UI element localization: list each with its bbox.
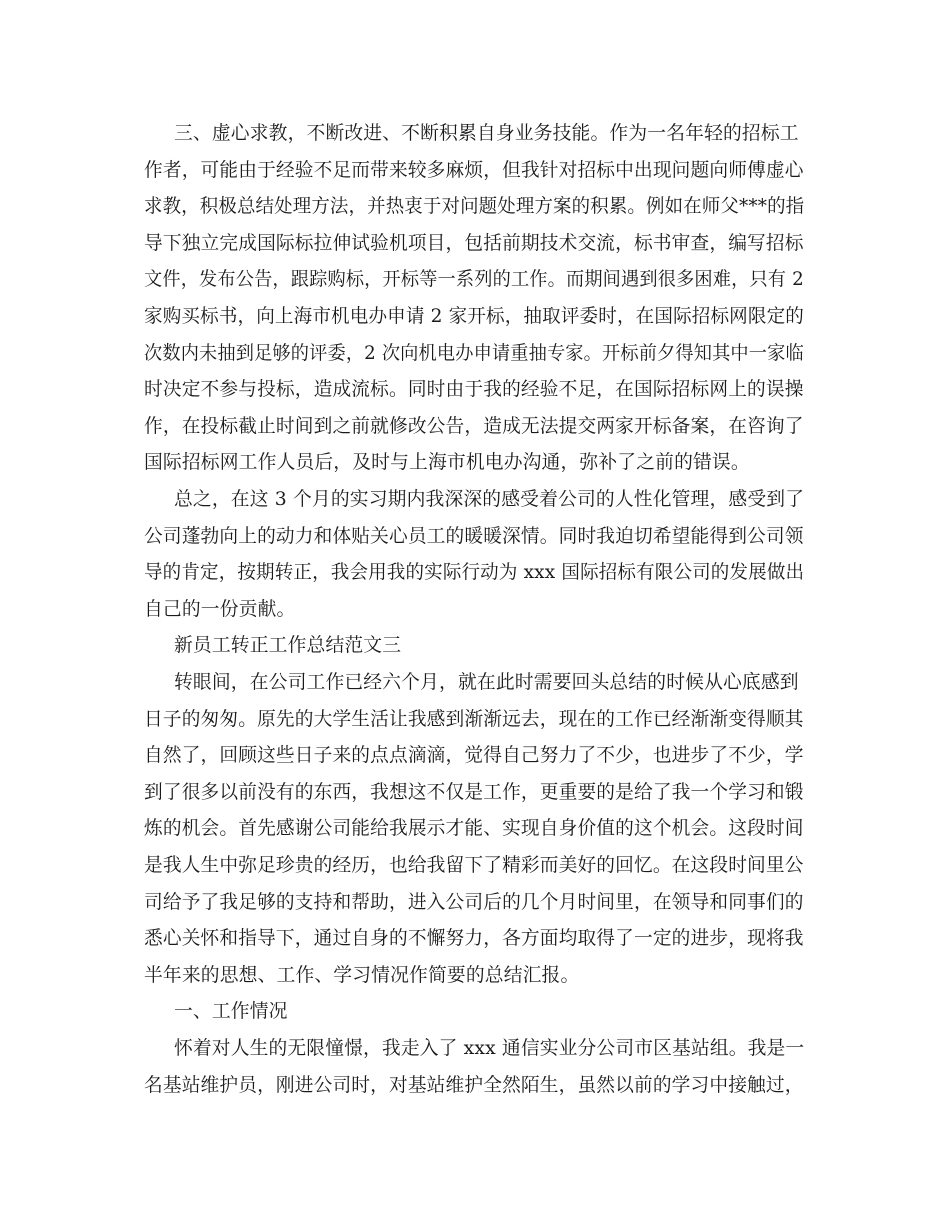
text-line: 公司蓬勃向上的动力和体贴关心员工的暖暖深情。同时我迫切希望能得到公司领 <box>144 525 804 547</box>
text-line: 名基站维护员，刚进公司时，对基站维护全然陌生，虽然以前的学习中接触过， <box>144 1074 804 1096</box>
text-line: 到了很多以前没有的东西，我想这不仅是工作，更重要的是给了我一个学习和锻 <box>144 781 804 803</box>
paragraph-first-line: 三、虚心求教，不断改进、不断积累自身业务技能。作为一名年轻的招标工 <box>174 123 799 144</box>
paragraph-first-line: 新员工转正工作总结范文三 <box>174 635 402 657</box>
text-line: 自然了，回顾这些日子来的点点滴滴，觉得自己努力了不少，也进步了不少，学 <box>144 745 804 767</box>
text-line: 司给予了我足够的支持和帮助，进入公司后的几个月时间里，在领导和同事们的 <box>144 891 804 913</box>
text-line: 次数内未抽到足够的评委，2 次向机电办申请重抽专家。开标前夕得知其中一家临 <box>144 342 804 364</box>
text-line: 是我人生中弥足珍贵的经历，也给我留下了精彩而美好的回忆。在这段时间里公 <box>144 855 804 876</box>
text-line: 日子的匆匆。原先的大学生活让我感到渐渐远去，现在的工作已经渐渐变得顺其 <box>144 708 804 730</box>
text-line: 自己的一份贡献。 <box>144 598 296 620</box>
text-line: 文件，发布公告，跟踪购标，开标等一系列的工作。而期间遇到很多困难，只有 2 <box>144 269 804 291</box>
text-line: 半年来的思想、工作、学习情况作简要的总结汇报。 <box>144 964 580 986</box>
paragraph-first-line: 转眼间，在公司工作已经六个月，就在此时需要回头总结的时候从心底感到 <box>174 672 799 693</box>
text-line: 国际招标网工作人员后，及时与上海市机电办沟通，弥补了之前的错误。 <box>144 452 750 474</box>
text-line: 求教，积极总结处理方法，并热衷于对问题处理方案的积累。例如在师父***的指 <box>144 196 805 218</box>
text-line: 时决定不参与投标，造成流标。同时由于我的经验不足，在国际招标网上的误操 <box>144 379 804 401</box>
paragraph-first-line: 怀着对人生的无限憧憬，我走入了 xxx 通信实业分公司市区基站组。我是一 <box>174 1038 805 1059</box>
text-line: 导下独立完成国际标拉伸试验机项目，包括前期技术交流，标书审查，编写招标 <box>144 232 804 254</box>
text-line: 悉心关怀和指导下，通过自身的不懈努力，各方面均取得了一定的进步，现将我 <box>144 928 804 950</box>
text-line: 炼的机会。首先感谢公司能给我展示才能、实现自身价值的这个机会。这段时间 <box>144 818 804 840</box>
paragraph-first-line: 一、工作情况 <box>174 1001 288 1023</box>
text-line: 作，在投标截止时间到之前就修改公告，造成无法提交两家开标备案，在咨询了 <box>144 415 804 437</box>
text-line: 导的肯定，按期转正，我会用我的实际行动为 xxx 国际招标有限公司的发展做出 <box>144 562 805 584</box>
text-line: 家购买标书，向上海市机电办申请 2 家开标，抽取评委时，在国际招标网限定的 <box>144 306 804 327</box>
paragraph-first-line: 总之，在这 3 个月的实习期内我深深的感受着公司的人性化管理，感受到了 <box>174 489 805 510</box>
text-line: 作者，可能由于经验不足而带来较多麻烦，但我针对招标中出现问题向师傅虚心 <box>144 159 804 181</box>
